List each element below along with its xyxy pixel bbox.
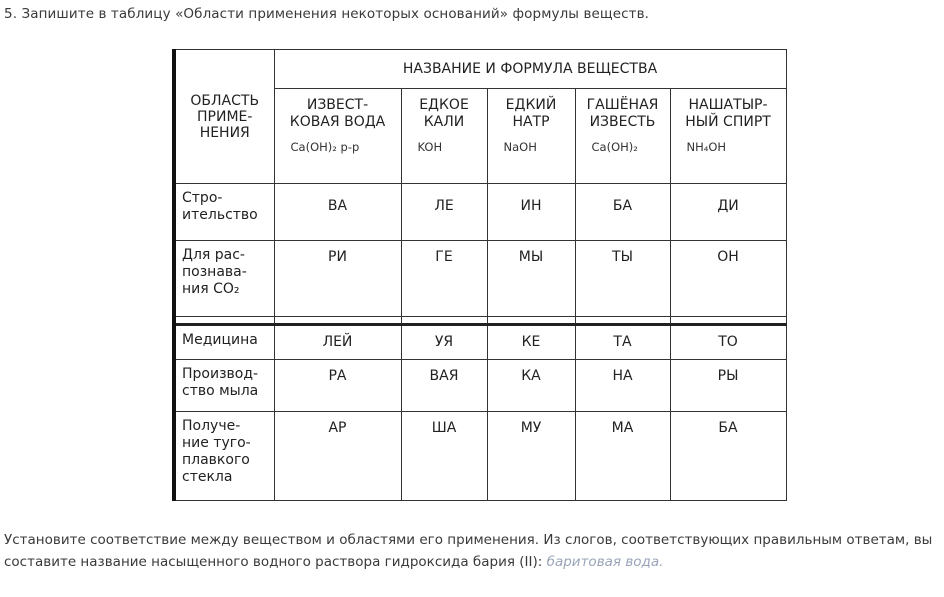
column-header: ИЗВЕСТ- КОВАЯ ВОДА Ca(OH)₂ р-р — [274, 89, 401, 184]
syllable-cell: ТЫ — [575, 240, 670, 317]
syllable-cell: ША — [401, 412, 487, 501]
table-row — [174, 240, 786, 317]
formula: NH₄OH — [686, 140, 727, 155]
syllable-cell: ВА — [274, 184, 401, 241]
syllable-cell: ГЕ — [401, 240, 487, 317]
table-row — [174, 325, 786, 359]
syllable-cell: АР — [274, 412, 401, 501]
area-header — [174, 50, 274, 184]
table-row — [174, 359, 786, 411]
syllable-cell: ЛЕ — [401, 184, 487, 241]
formula: Ca(OH)₂ р-р — [290, 140, 360, 155]
syllable-cell: МУ — [487, 412, 575, 501]
answer-text: баритовая вода. — [546, 554, 664, 570]
instruction-text: Установите соответствие между веществом и областями его применения. Из слогов, соответствующих правильным ответам, вы составите название насыщенного водного раствора гидроксида бария (II): — [4, 532, 933, 570]
syllable-cell: ВАЯ — [401, 359, 487, 411]
column-header: НАШАТЫР- НЫЙ СПИРТ NH₄OH — [670, 89, 786, 184]
column-header: ЕДКИЙ НАТР NaOH — [487, 89, 575, 184]
syllable-cell: ОН — [670, 240, 786, 317]
syllable-cell: ТО — [670, 325, 786, 359]
formula: Ca(OH)₂ — [591, 140, 638, 155]
syllable-cell: БА — [670, 412, 786, 501]
syllable-cell: ИН — [487, 184, 575, 241]
bases-table — [172, 49, 784, 501]
syllable-cell: ТА — [575, 325, 670, 359]
syllable-cell: НА — [575, 359, 670, 411]
row-label: Для рас- познава- ния CO₂ — [174, 240, 274, 317]
row-label: Производ- ство мыла — [174, 359, 274, 411]
syllable-cell: ЛЕЙ — [274, 325, 401, 359]
syllable-cell: УЯ — [401, 325, 487, 359]
instruction-paragraph — [4, 529, 934, 573]
area-header-line: ОБЛАСТЬ — [190, 92, 260, 109]
formula: KOH — [417, 140, 443, 155]
column-header: ЕДКОЕ КАЛИ KOH — [401, 89, 487, 184]
column-header: ГАШЁНАЯ ИЗВЕСТЬ Ca(OH)₂ — [575, 89, 670, 184]
bases-grid — [172, 49, 787, 501]
table-gap — [174, 317, 786, 325]
task-text: 5. Запишите в таблицу «Области применения некоторых оснований» формулы веществ. — [4, 6, 650, 22]
row-label: Получе- ние туго- плавкого стекла — [174, 412, 274, 501]
syllable-cell: РИ — [274, 240, 401, 317]
row-label: Медицина — [174, 325, 274, 359]
table-row — [174, 412, 786, 501]
row-label: Стро- ительство — [174, 184, 274, 241]
syllable-cell: ДИ — [670, 184, 786, 241]
area-header-line: НЕНИЯ — [199, 124, 250, 141]
syllable-cell: КА — [487, 359, 575, 411]
syllable-cell: МЫ — [487, 240, 575, 317]
syllable-cell: КЕ — [487, 325, 575, 359]
substance-header: НАЗВАНИЕ И ФОРМУЛА ВЕЩЕСТВА — [274, 50, 786, 89]
syllable-cell: БА — [575, 184, 670, 241]
area-header-line: ПРИМЕ- — [197, 108, 253, 125]
syllable-cell: РЫ — [670, 359, 786, 411]
formula: NaOH — [503, 140, 537, 155]
syllable-cell: РА — [274, 359, 401, 411]
syllable-cell: МА — [575, 412, 670, 501]
table-row — [174, 184, 786, 241]
